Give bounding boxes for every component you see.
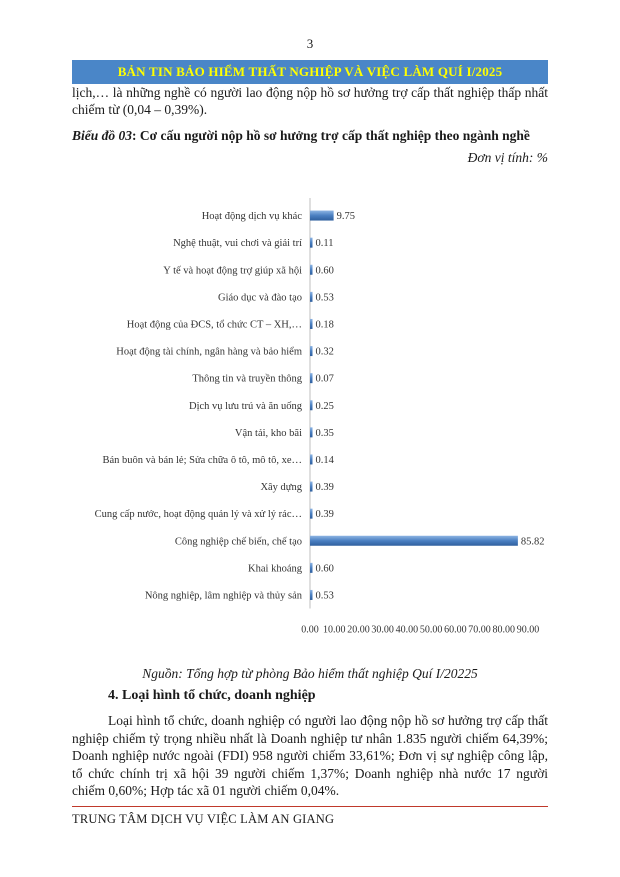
bar [310,292,313,302]
value-label: 85.82 [520,536,545,548]
category-label: Nông nghiệp, lâm nghiệp và thủy sản [144,590,302,602]
x-tick-label: 80.00 [492,624,516,636]
category-label: Giáo dục và đào tạo [218,292,302,304]
x-tick-label: 60.00 [444,624,467,636]
footer-divider [72,806,548,807]
bar [310,536,518,546]
category-label: Thông tin và truyền thông [192,373,302,385]
category-label: Hoạt động của ĐCS, tổ chức CT – XH,… [126,319,302,331]
category-label: Hoạt động dịch vụ khác [201,211,302,223]
footer-text: TRUNG TÂM DỊCH VỤ VIỆC LÀM AN GIANG [72,812,335,826]
category-label: Dịch vụ lưu trú và ăn uống [188,400,302,412]
bar [310,373,313,383]
x-tick-label: 20.00 [347,624,370,636]
body-paragraph: Loại hình tổ chức, doanh nghiệp có người lao động nộp hồ sơ hưởng trợ cấp thất nghiệp chiếm tỷ trọng nhiều nhất là Doanh nghiệp tư nhân 1.835 người chiếm 64,39%; Doanh nghiệp nước ngoài (FDI) 958 người chiếm 33,61%; Đơn vị sự nghiệp công lập, tổ chức chính trị xã hội 39 người chiếm 1,37%; Doanh nghiệp nhà nước 17 người chiếm 0,60%; Hợp tác xã 01 người chiếm 0,04%. [72,713,548,798]
unit-label: Đơn vị tính: % [467,150,548,165]
chart-title [72,128,548,144]
category-label: Xây dựng [260,482,302,494]
value-label: 0.53 [315,292,334,304]
bar [310,238,313,248]
x-tick-label: 50.00 [419,624,443,636]
bar [310,211,334,221]
x-tick-label: 30.00 [371,624,394,636]
category-label: Y tế và hoạt động trợ giúp xã hội [163,265,302,277]
value-label: 0.07 [315,373,334,385]
bar [310,400,313,410]
category-label: Bán buôn và bán lẻ; Sửa chữa ô tô, mô tô, xe… [102,454,302,466]
bar [310,319,313,329]
x-tick-label: 70.00 [468,624,491,636]
category-label: Khai khoáng [248,563,302,575]
value-label: 0.60 [315,563,334,575]
category-label: Cung cấp nước, hoạt động quản lý và xử lý rác… [94,509,302,521]
x-tick-label: 0.00 [301,624,319,636]
bar [310,427,313,437]
bar [310,454,313,464]
value-label: 0.25 [315,400,334,412]
bar [310,482,313,492]
section-heading: 4. Loại hình tổ chức, doanh nghiệp [108,688,316,703]
bar [310,563,313,573]
chart-title-lead: Biểu đồ 03 [72,128,133,143]
value-label: 0.32 [315,346,334,358]
x-tick-label: 90.00 [516,624,540,636]
value-label: 0.39 [315,509,334,521]
bar [310,590,313,600]
value-label: 0.53 [315,590,334,602]
body-text [72,712,548,800]
page-number: 3 [306,36,314,51]
bar [310,265,313,275]
bar [310,509,313,519]
value-label: 0.60 [315,265,334,277]
chart-title-rest: : Cơ cấu người nộp hồ sơ hưởng trợ cấp thất nghiệp theo ngành nghề [132,128,530,143]
newsletter-banner: BẢN TIN BẢO HIỂM THẤT NGHIỆP VÀ VIỆC LÀM QUÍ I/2025 [72,60,548,84]
category-label: Hoạt động tài chính, ngân hàng và bảo hiểm [116,346,302,358]
category-label: Nghệ thuật, vui chơi và giải trí [173,238,302,250]
value-label: 0.39 [315,482,334,494]
industry-bar-chart [72,190,562,650]
category-label: Vận tải, kho bãi [234,427,302,439]
category-label: Công nghiệp chế biến, chế tạo [174,536,302,548]
intro-paragraph: lịch,… là những nghề có người lao động nộp hồ sơ hưởng trợ cấp thất nghiệp thấp nhất chiếm từ (0,04 – 0,39%). [72,85,548,117]
value-label: 9.75 [336,211,355,223]
bar [310,346,313,356]
chart-source: Nguồn: Tổng hợp từ phòng Bảo hiểm thất nghiệp Quí I/20225 [142,666,478,681]
value-label: 0.14 [315,454,334,466]
x-tick-label: 10.00 [322,624,346,636]
x-tick-label: 40.00 [395,624,419,636]
value-label: 0.11 [315,238,334,250]
value-label: 0.18 [315,319,334,331]
value-label: 0.35 [315,427,334,439]
